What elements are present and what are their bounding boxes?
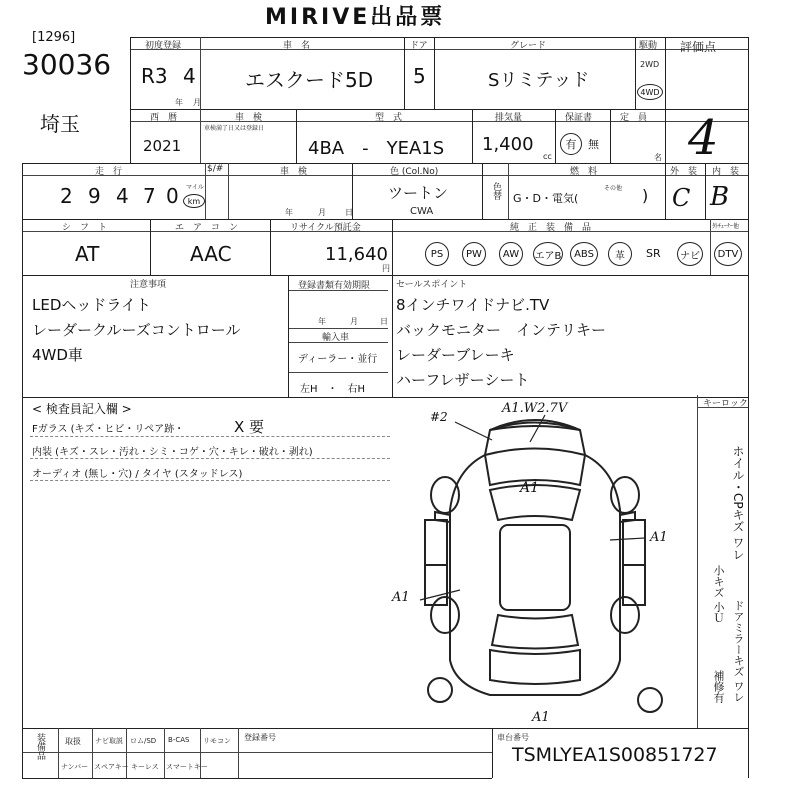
footer-bottom-4: スマートキー bbox=[166, 763, 208, 771]
car-diagram bbox=[380, 400, 690, 725]
mile-label: マイル bbox=[186, 184, 204, 191]
door-right-rear bbox=[623, 565, 645, 605]
lot-bracket: [1296] bbox=[32, 30, 76, 45]
warranty-label: 保証書 bbox=[565, 113, 593, 123]
equip-pw: PW bbox=[462, 242, 486, 266]
warranty-yes: 有 bbox=[565, 138, 577, 151]
fuel-label: 燃 料 bbox=[570, 167, 598, 177]
km-circle bbox=[183, 194, 205, 208]
mileage-digit-4: 7 bbox=[143, 184, 156, 208]
door-right-front bbox=[623, 520, 645, 565]
grade-value: Sリミテッド bbox=[488, 70, 590, 91]
doors-value: 5 bbox=[413, 64, 426, 88]
car-roof bbox=[500, 525, 570, 610]
wheel-front-right bbox=[611, 477, 639, 513]
registration-day: 日 bbox=[380, 317, 388, 326]
selling-item-3: レーダーブレーキ bbox=[396, 346, 515, 364]
score-value: 4 bbox=[688, 110, 719, 166]
drive-4wd: 4WD bbox=[640, 87, 660, 97]
month-unit: 月 bbox=[193, 98, 201, 107]
equip-sr: SR bbox=[646, 247, 661, 260]
registration-year: 年 bbox=[318, 317, 326, 326]
chassis-label: 車台番号 bbox=[497, 733, 529, 742]
footer-top-4: B-CAS bbox=[168, 736, 190, 744]
side-text-1: ホイル・CPキズ ワレ bbox=[731, 445, 745, 561]
import-label: 輸入車 bbox=[322, 333, 350, 343]
drive-label: 駆動 bbox=[639, 41, 658, 51]
exterior-value: C bbox=[672, 184, 691, 212]
selling-item-2: バックモニター インテリキー bbox=[396, 321, 607, 339]
lot-number: 30036 bbox=[22, 48, 112, 81]
wheel-front-left bbox=[431, 477, 459, 513]
drive-4wd-circle bbox=[637, 84, 663, 100]
car-trunk bbox=[490, 650, 580, 684]
chassis-value: TSMLYEA1S00851727 bbox=[512, 744, 718, 766]
warranty-no: 無 bbox=[588, 138, 599, 151]
side-text-3: ドアミラーキズ ワレ bbox=[732, 600, 745, 703]
footer-top-3: ロム/SD bbox=[130, 737, 157, 745]
selling-item-1: 8インチワイドナビ.TV bbox=[396, 296, 550, 314]
exterior-label: 外 装 bbox=[670, 167, 698, 177]
wheel-rear-right bbox=[611, 597, 639, 633]
inspection2-label: 車 検 bbox=[280, 167, 308, 177]
km-label: km bbox=[187, 196, 201, 206]
car-rear-window bbox=[492, 615, 578, 649]
notes-item-3: 4WD車 bbox=[32, 346, 83, 364]
spare-wheel-right bbox=[638, 688, 662, 712]
color-change-label: 色替 bbox=[491, 182, 501, 200]
footer-top-5: リモコン bbox=[203, 737, 231, 745]
equip-leather: 革 bbox=[608, 242, 632, 266]
inspection2-year: 年 bbox=[285, 208, 293, 217]
glass-dash bbox=[30, 436, 390, 437]
footer-bottom-3: キーレス bbox=[131, 763, 159, 771]
capacity-unit: 名 bbox=[654, 153, 662, 162]
footer-top-2: ナビ取説 bbox=[95, 737, 123, 745]
import-value: ディーラー・並行 bbox=[298, 354, 378, 365]
inspection2-month: 月 bbox=[318, 208, 326, 217]
footer-top-1: 取扱 bbox=[65, 737, 81, 746]
registration-label: 登録書類有効期限 bbox=[298, 281, 371, 291]
equip-dtv: DTV bbox=[714, 242, 742, 266]
ac-label: エ ア コ ン bbox=[175, 223, 239, 233]
audio-dash bbox=[30, 480, 390, 481]
drive-2wd: 2WD bbox=[640, 60, 660, 69]
color-label: 色 (Col.No) bbox=[390, 167, 439, 177]
color-code: CWA bbox=[410, 206, 434, 217]
fuel-value: G・D・電気( bbox=[513, 192, 579, 205]
fuel-other: その他 bbox=[604, 185, 623, 192]
displacement-label: 排気量 bbox=[495, 113, 523, 123]
extra-label: 外ﾁｭｰﾅｰ他 bbox=[712, 223, 740, 230]
doors-label: ドア bbox=[410, 41, 428, 51]
interior-label: 内 装 bbox=[712, 167, 740, 177]
interior-dash bbox=[30, 458, 390, 459]
reg-number-label: 登録番号 bbox=[244, 733, 276, 742]
equip-airbag: エアB bbox=[533, 242, 563, 266]
notes-item-1: LEDヘッドライト bbox=[32, 296, 151, 314]
capacity-label: 定 員 bbox=[620, 113, 648, 123]
door-left-rear bbox=[425, 565, 447, 605]
diagram-mark-3: A1 bbox=[520, 480, 540, 496]
inspection-label: 車 検 bbox=[235, 113, 263, 123]
mileage-digit-5: 0 bbox=[166, 184, 179, 208]
steering-label: 左H ・ 右H bbox=[300, 384, 366, 395]
displacement-value: 1,400 bbox=[482, 134, 534, 155]
inspector-label: < 検査員記入欄 > bbox=[32, 402, 132, 416]
diagram-mark-5: A1 bbox=[392, 590, 410, 605]
recycle-label: リサイクル預託金 bbox=[290, 223, 361, 233]
registration-month: 月 bbox=[350, 317, 358, 326]
model-label: 車 名 bbox=[283, 41, 311, 51]
warranty-yes-circle bbox=[560, 133, 582, 155]
diagram-mark-1: #2 bbox=[430, 410, 448, 424]
year-label: 西 暦 bbox=[150, 113, 178, 123]
year-value: 2021 bbox=[143, 137, 182, 155]
equipment-label: 純 正 装 備 品 bbox=[510, 223, 592, 233]
first-reg-month: 4 bbox=[183, 64, 196, 88]
shift-value: AT bbox=[75, 242, 100, 266]
side-text-4: 補修有 bbox=[712, 670, 725, 703]
diagram-mark-6: A1 bbox=[532, 710, 550, 725]
type-value: 4BA - YEA1S bbox=[308, 138, 445, 159]
ac-value: AAC bbox=[190, 242, 232, 266]
inspector-glass-mark: X 要 bbox=[234, 418, 265, 436]
footer-left-label: 装備品 bbox=[35, 733, 45, 760]
equip-navi: ナビ bbox=[677, 242, 703, 266]
equip-abs: ABS bbox=[570, 242, 598, 266]
footer-bottom-1: ナンバー bbox=[61, 763, 89, 771]
shift-label: シ フ ト bbox=[62, 223, 108, 233]
model-value: エスクード5D bbox=[245, 68, 374, 92]
color-value: ツートン bbox=[388, 184, 449, 202]
inspector-glass: Fガラス (キズ・ヒビ・リペア跡・ bbox=[32, 424, 185, 435]
selling-item-4: ハーフレザーシート bbox=[396, 371, 530, 389]
region: 埼玉 bbox=[40, 112, 80, 136]
form-title: MIRIVE出品票 bbox=[265, 5, 446, 30]
mileage-digit-2: 9 bbox=[88, 184, 101, 208]
inspection-sub: 車検満了日又は登録日 bbox=[204, 125, 265, 132]
side-text-2: 小キズ 小Ｕ bbox=[712, 565, 725, 624]
grade-label: グレード bbox=[510, 41, 547, 51]
mileage-label: 走 行 bbox=[95, 167, 123, 177]
diagram-mark-2: A1.W2.7V bbox=[502, 401, 568, 416]
interior-value: B bbox=[710, 182, 730, 212]
mileage-digit-1: 2 bbox=[60, 184, 73, 208]
inspection2-day: 日 bbox=[345, 208, 353, 217]
year-unit: 年 bbox=[175, 98, 183, 107]
meter-label: $/# bbox=[207, 164, 224, 174]
recycle-value: 11,640 bbox=[325, 244, 388, 265]
diagram-mark-4: A1 bbox=[650, 530, 668, 545]
footer-bottom-2: スペアキー bbox=[94, 763, 129, 771]
yen-unit: 円 bbox=[382, 264, 390, 273]
inspector-audio: オーディオ (無し・穴) / タイヤ (スタッドレス) bbox=[32, 469, 243, 480]
notes-label: 注意事項 bbox=[130, 280, 167, 290]
equip-aw: AW bbox=[499, 242, 523, 266]
wheel-rear-left bbox=[431, 597, 459, 633]
notes-item-2: レーダークルーズコントロール bbox=[32, 321, 241, 339]
score-label: 評価点 bbox=[680, 40, 717, 54]
mileage-digit-3: 4 bbox=[116, 184, 129, 208]
first-reg-era: R3 bbox=[141, 64, 168, 88]
equip-ps: PS bbox=[425, 242, 449, 266]
fuel-close: ) bbox=[642, 186, 649, 205]
inspector-interior: 内装 (キズ・スレ・汚れ・シミ・コゲ・穴・キレ・破れ・剥れ) bbox=[32, 447, 313, 458]
type-label: 型 式 bbox=[375, 113, 403, 123]
door-left-front bbox=[425, 520, 447, 565]
keylock-label: キーロック bbox=[703, 399, 748, 409]
selling-label: セールスポイント bbox=[396, 280, 468, 290]
spare-wheel-left bbox=[428, 678, 452, 702]
first-reg-label: 初度登録 bbox=[145, 41, 182, 51]
cc-unit: cc bbox=[543, 152, 552, 161]
